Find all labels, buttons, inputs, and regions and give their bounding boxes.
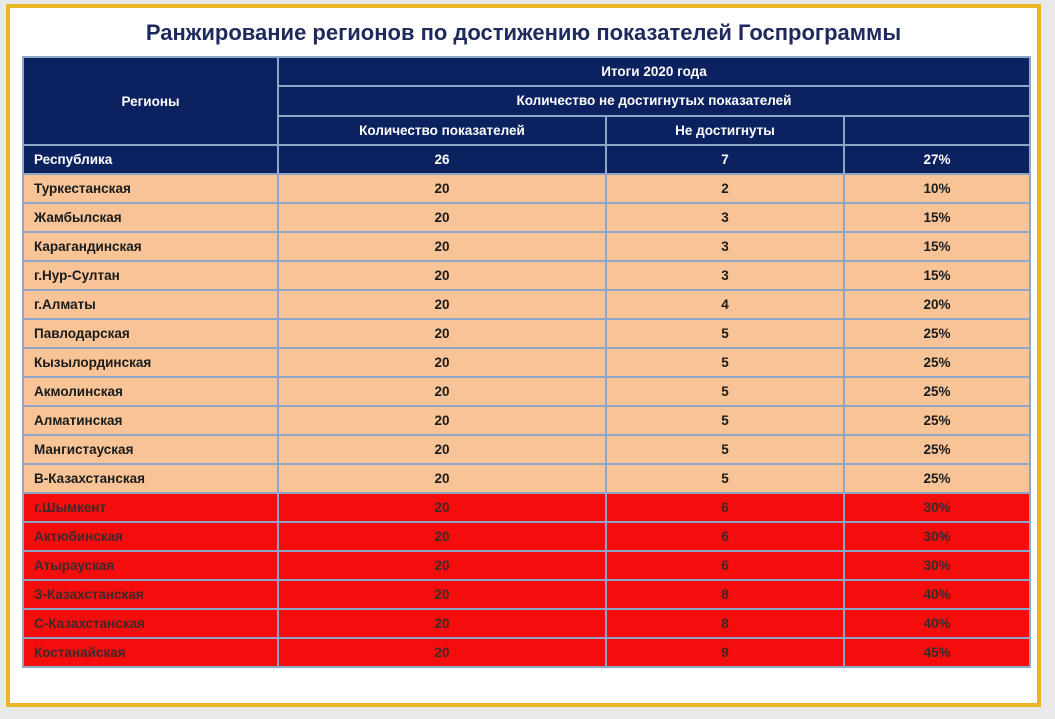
percent-cell: 25% bbox=[844, 435, 1030, 464]
total-cell: 20 bbox=[278, 580, 606, 609]
percent-cell: 25% bbox=[844, 406, 1030, 435]
total-cell: 20 bbox=[278, 406, 606, 435]
percent-cell: 40% bbox=[844, 609, 1030, 638]
region-name: З-Казахстанская bbox=[23, 580, 278, 609]
ranking-table bbox=[22, 56, 1031, 668]
table-row bbox=[23, 319, 1030, 348]
missed-cell: 3 bbox=[606, 261, 844, 290]
region-name: Атырауская bbox=[23, 551, 278, 580]
header-col-total: Количество показателей bbox=[278, 116, 606, 145]
missed-cell: 6 bbox=[606, 493, 844, 522]
total-cell: 20 bbox=[278, 522, 606, 551]
total-cell: 20 bbox=[278, 232, 606, 261]
percent-cell: 30% bbox=[844, 493, 1030, 522]
missed-cell: 6 bbox=[606, 522, 844, 551]
region-name: Акмолинская bbox=[23, 377, 278, 406]
table-row bbox=[23, 174, 1030, 203]
total-cell: 20 bbox=[278, 377, 606, 406]
percent-cell: 30% bbox=[844, 551, 1030, 580]
table-row bbox=[23, 522, 1030, 551]
percent-cell: 25% bbox=[844, 319, 1030, 348]
percent-cell: 15% bbox=[844, 261, 1030, 290]
table-row bbox=[23, 551, 1030, 580]
total-cell: 26 bbox=[278, 145, 606, 174]
table-row bbox=[23, 435, 1030, 464]
region-name: Алматинская bbox=[23, 406, 278, 435]
missed-cell: 7 bbox=[606, 145, 844, 174]
region-name: С-Казахстанская bbox=[23, 609, 278, 638]
missed-cell: 3 bbox=[606, 203, 844, 232]
missed-cell: 9 bbox=[606, 638, 844, 667]
percent-cell: 20% bbox=[844, 290, 1030, 319]
region-name: В-Казахстанская bbox=[23, 464, 278, 493]
percent-cell: 25% bbox=[844, 377, 1030, 406]
header-subheader: Количество не достигнутых показателей bbox=[278, 86, 1030, 115]
percent-cell: 40% bbox=[844, 580, 1030, 609]
total-cell: 20 bbox=[278, 348, 606, 377]
total-cell: 20 bbox=[278, 290, 606, 319]
missed-cell: 5 bbox=[606, 348, 844, 377]
percent-cell: 10% bbox=[844, 174, 1030, 203]
region-name: Туркестанская bbox=[23, 174, 278, 203]
missed-cell: 4 bbox=[606, 290, 844, 319]
header-row-1 bbox=[23, 57, 1030, 86]
total-cell: 20 bbox=[278, 638, 606, 667]
total-cell: 20 bbox=[278, 261, 606, 290]
table-row bbox=[23, 377, 1030, 406]
header-col-missed: Не достигнуты bbox=[606, 116, 844, 145]
table-row bbox=[23, 406, 1030, 435]
region-name: Павлодарская bbox=[23, 319, 278, 348]
percent-cell: 25% bbox=[844, 348, 1030, 377]
region-name: г.Шымкент bbox=[23, 493, 278, 522]
missed-cell: 2 bbox=[606, 174, 844, 203]
percent-cell: 15% bbox=[844, 203, 1030, 232]
table-row bbox=[23, 261, 1030, 290]
total-cell: 20 bbox=[278, 551, 606, 580]
percent-cell: 30% bbox=[844, 522, 1030, 551]
percent-cell: 15% bbox=[844, 232, 1030, 261]
missed-cell: 5 bbox=[606, 406, 844, 435]
region-name: Мангистауская bbox=[23, 435, 278, 464]
region-name: Актюбинская bbox=[23, 522, 278, 551]
total-cell: 20 bbox=[278, 464, 606, 493]
header-regions: Регионы bbox=[23, 57, 278, 145]
table-row bbox=[23, 580, 1030, 609]
header-col-percent bbox=[844, 116, 1030, 145]
missed-cell: 5 bbox=[606, 435, 844, 464]
total-cell: 20 bbox=[278, 609, 606, 638]
region-name: г.Алматы bbox=[23, 290, 278, 319]
missed-cell: 3 bbox=[606, 232, 844, 261]
total-cell: 20 bbox=[278, 435, 606, 464]
region-name: Жамбылская bbox=[23, 203, 278, 232]
total-cell: 20 bbox=[278, 174, 606, 203]
page-title: Ранжирование регионов по достижению показателей Госпрограммы bbox=[145, 20, 902, 45]
region-name: г.Нур-Султан bbox=[23, 261, 278, 290]
republic-row bbox=[23, 145, 1030, 174]
table-row bbox=[23, 609, 1030, 638]
percent-cell: 27% bbox=[844, 145, 1030, 174]
missed-cell: 5 bbox=[606, 319, 844, 348]
total-cell: 20 bbox=[278, 493, 606, 522]
region-name: Костанайская bbox=[23, 638, 278, 667]
missed-cell: 5 bbox=[606, 464, 844, 493]
region-name: Республика bbox=[23, 145, 278, 174]
region-name: Кызылординская bbox=[23, 348, 278, 377]
table-row bbox=[23, 232, 1030, 261]
total-cell: 20 bbox=[278, 319, 606, 348]
missed-cell: 8 bbox=[606, 580, 844, 609]
missed-cell: 6 bbox=[606, 551, 844, 580]
table-row bbox=[23, 348, 1030, 377]
table-row bbox=[23, 203, 1030, 232]
table-row bbox=[23, 638, 1030, 667]
region-name: Карагандинская bbox=[23, 232, 278, 261]
percent-cell: 45% bbox=[844, 638, 1030, 667]
table-row bbox=[23, 493, 1030, 522]
table-row bbox=[23, 464, 1030, 493]
total-cell: 20 bbox=[278, 203, 606, 232]
slide-frame bbox=[6, 4, 1041, 707]
percent-cell: 25% bbox=[844, 464, 1030, 493]
missed-cell: 8 bbox=[606, 609, 844, 638]
missed-cell: 5 bbox=[606, 377, 844, 406]
header-period: Итоги 2020 года bbox=[278, 57, 1030, 86]
table-row bbox=[23, 290, 1030, 319]
